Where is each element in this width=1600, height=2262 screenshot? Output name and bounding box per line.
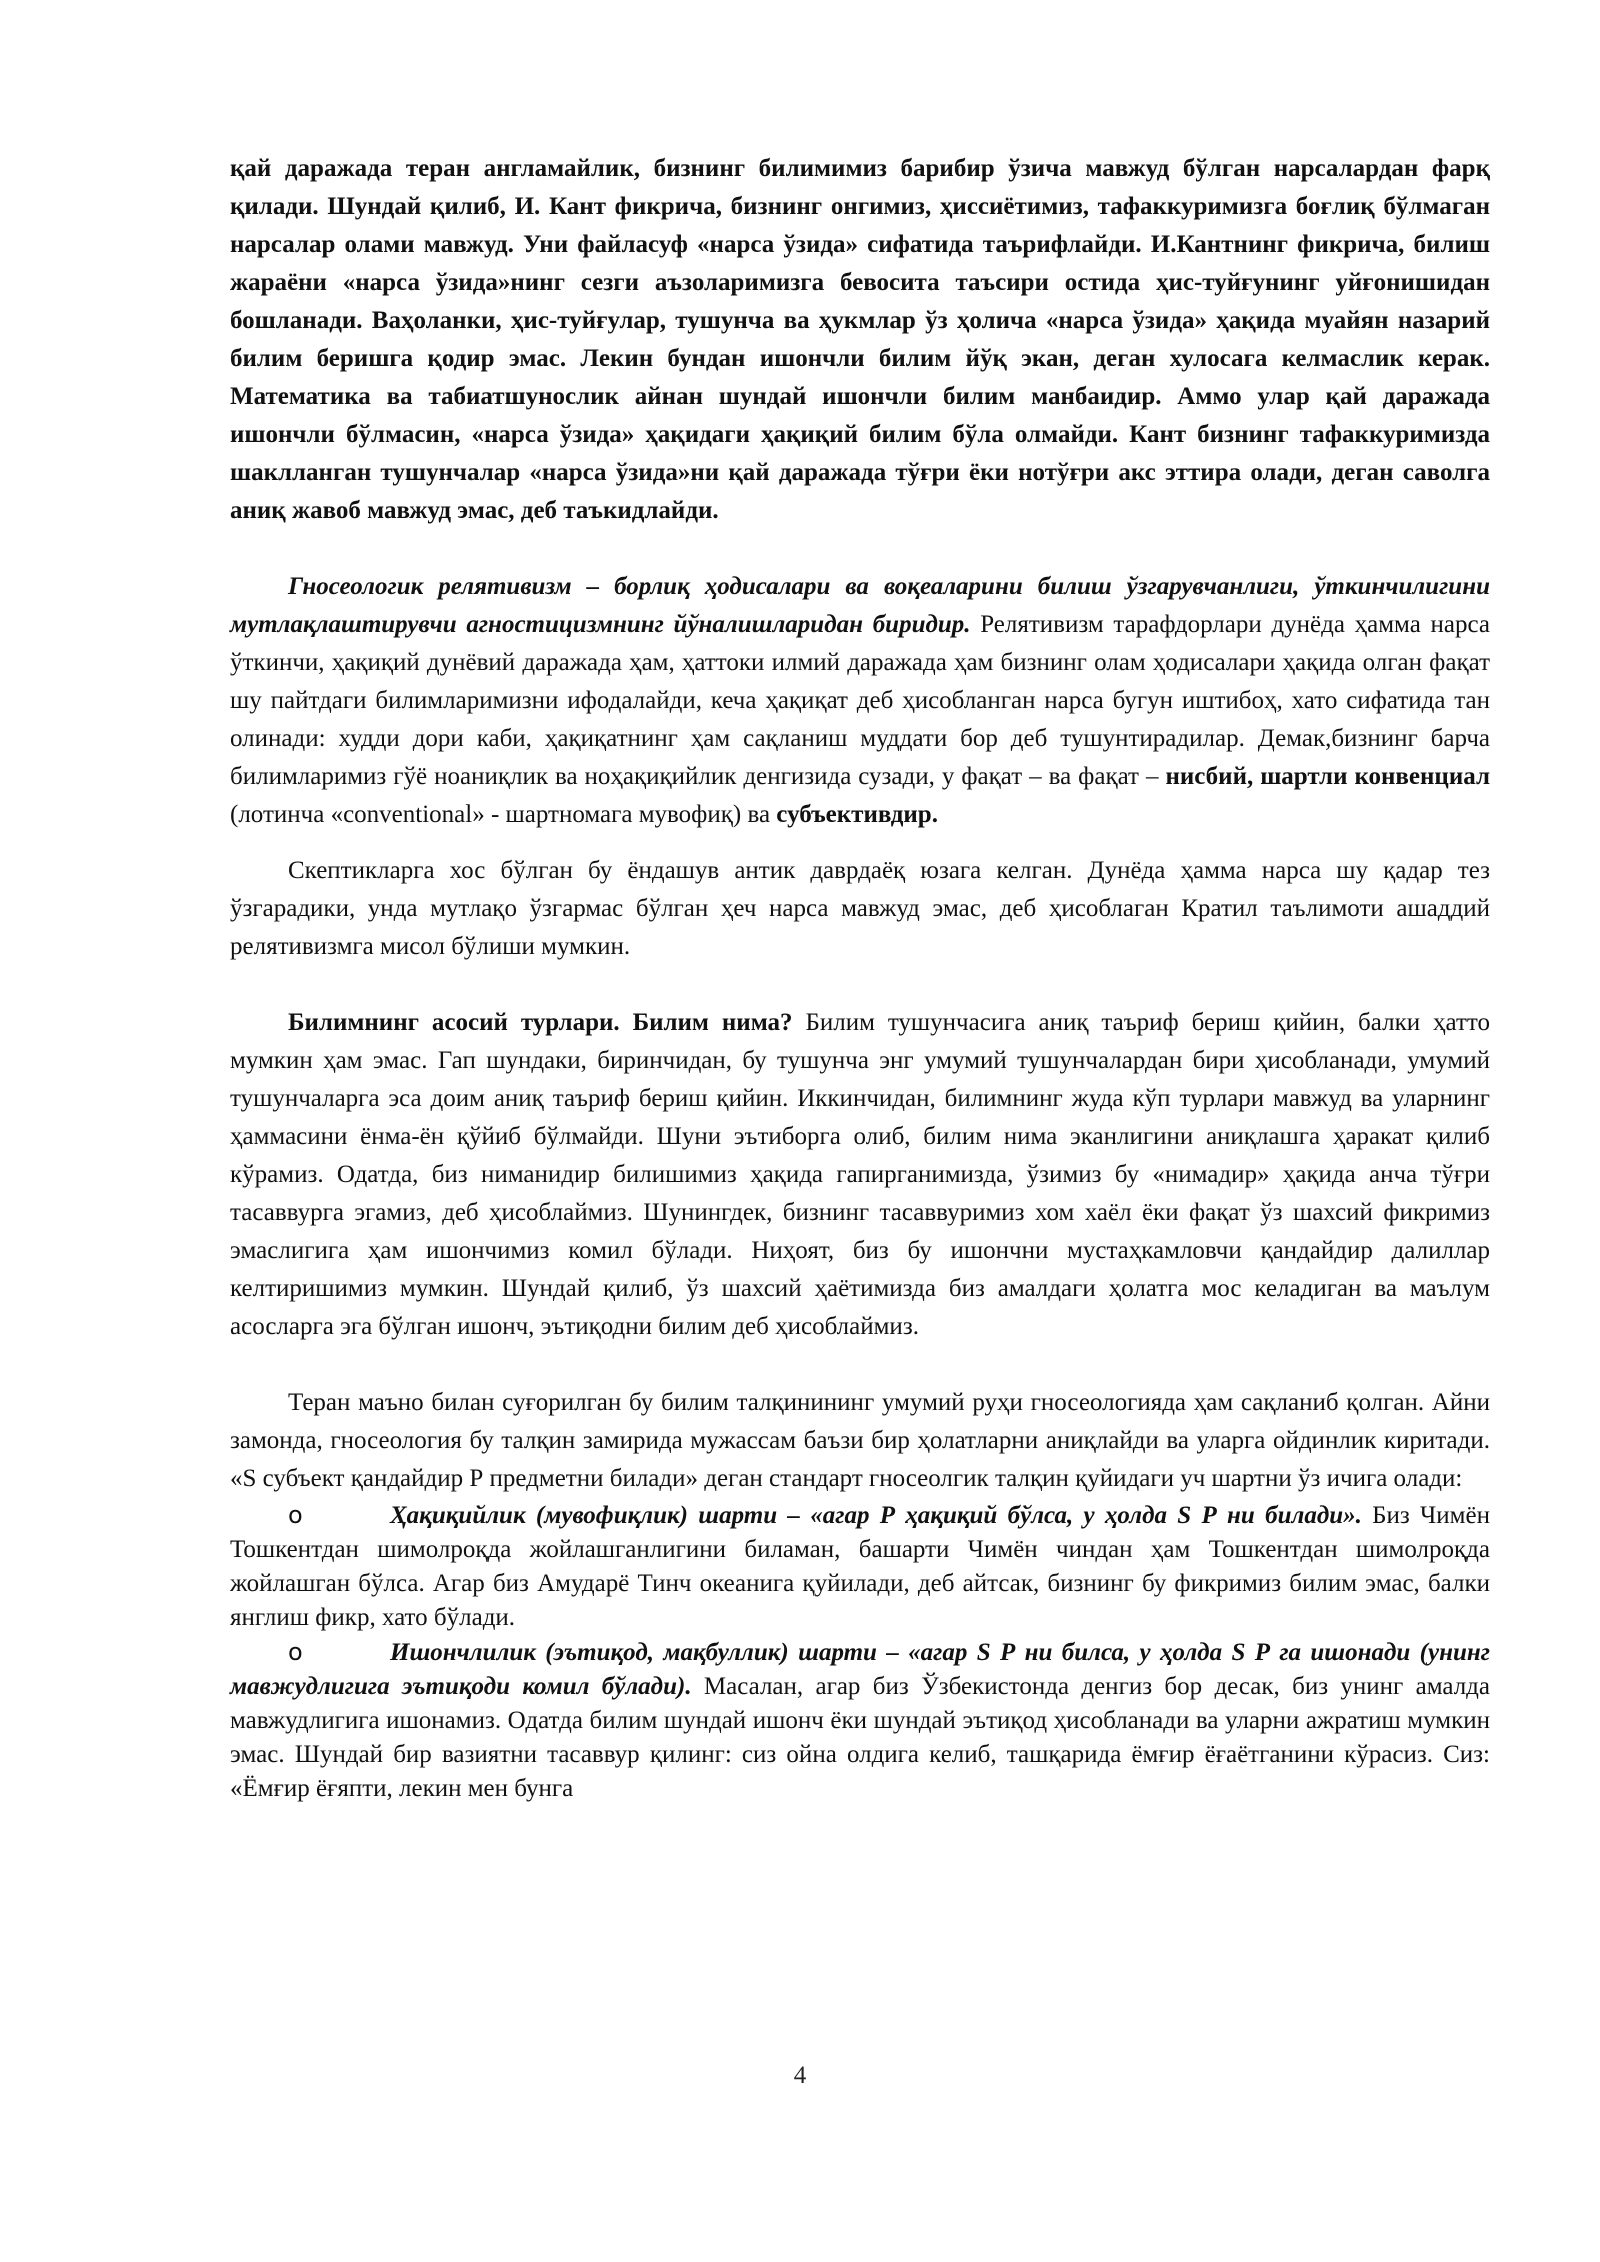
truth-condition-body: Биз Чимён Тошкентдан шимолроқда жойлашганлигини биламан, башарти Чимён чиндан ҳам Тошкентдан шимолроқда жойлашган бўлса. Агар биз Амударё Тинч океанига қуйилади, деб айтсак, бизнинг бу фикримиз билим эмас, балки янглиш фикр, хато бўлади. [230,1502,1490,1631]
paragraph-skeptics-text: Скептикларга хос бўлган бу ёндашув антик даврдаёқ юзага келган. Дунёда ҳамма нарса шу қадар тез ўзгарадики, унда мутлақо ўзгармас бўлган ҳеч нарса мавжуд эмас, деб ҳисоблаган Кратил таълимоти ашаддий релятивизмга мисол бўлиши мумкин. [230,857,1490,960]
paragraph-kant-text: қай даражада теран англамайлик, бизнинг билимимиз барибир ўзича мавжуд бўлган нарсалардан фарқ қилади. Шундай қилиб, И. Кант фикрича, бизнинг онгимиз, ҳиссиётимиз, тафаккуримизга боғлиқ бўлмаган нарсалар олами мавжуд. Уни файласуф «нарса ўзида» сифатида таърифлайди. И.Кантнинг фикрича, билиш жараёни «нарса ўзида»нинг сезги аъзоларимизга бевосита таъсири остида ҳис-туйғунинг уйғонишидан бошланади. Вaҳоланки, ҳис-туйғулар, тушунча ва ҳукмлар ўз ҳолича «нарса ўзида» ҳақида муайян назарий билим беришга қодир эмас. Лекин бундан ишончли билим йўқ экан, деган хулосага келмаслик керак. Математика ва табиатшунослик айнан шундай ишончли билим манбаидир. Аммо улар қай даражада ишончли бўлмасин, «нарса ўзида» ҳақидаги ҳақиқий билим бўла олмайди. Кант бизнинг тафаккуримизда шаклланган тушунчалар «нарса ўзида»ни қай даражада тўғри ёки нотўғри акс эттира олади, деган саволга аниқ жавоб мавжуд эмас, деб таъкидлайди. [230,155,1490,524]
bullet-icon: o [288,1638,303,1666]
knowledge-types-heading: Билимнинг асосий турлари. Билим нима? [288,1009,793,1036]
belief-condition-title: Ишончлилик (эътиқод, мақбуллик) шарти – «агар S Р ни билса, у ҳолда S Р га ишонади (унинг мавжудлигига эътиқоди комил бўлади). [230,1639,1490,1700]
bullet-icon: o [288,1501,303,1529]
relativism-body: Релятивизм тарафдорлари дунёда ҳамма нарса ўткинчи, ҳақиқий дунёвий даражада ҳам, ҳаттоки илмий даражада ҳам бизнинг олам ҳодисалари ҳақида олган фақат шу пайтдаги билимларимизни ифодалайди, кеча ҳақиқат деб ҳисобланган нарса бугун иштибоҳ, хато сифатида тан олинади: худди дори каби, ҳақиқатнинг ҳам сақланиш муддати бор деб тушунтирадилар. Демак,бизнинг барча билимларимиз гўё ноаниқлик ва ноҳақиқийлик денгизида сузади, у фақат – ва фақат – [230,611,1490,790]
relativism-term-subjective: субъективдир. [776,801,938,828]
paragraph-gnoseology [230,1384,1490,1498]
paragraph-kant [230,150,1490,530]
paragraph-relativism [230,568,1490,834]
paragraph-skeptics [230,852,1490,966]
belief-condition-body: Масалан, агар биз Ўзбекистонда денгиз бор десак, биз унинг амалда мавжудлигига ишонамиз. Одатда билим шундай ишонч ёки шундай эътиқод ҳисобланади ва уларни ажратиш мумкин эмас. Шундай бир вазиятни тасаввур қилинг: сиз ойна олдига келиб, ташқарида ёмғир ёғаётганини кўрасиз. Сиз: «Ёмғир ёғяпти, лекин мен бунга [230,1673,1490,1802]
paragraph-knowledge-types [230,1004,1490,1346]
knowledge-types-body: Билим тушунчасига аниқ таъриф бериш қийин, балки ҳатто мумкин ҳам эмас. Гап шундаки, биринчидан, бу тушунча энг умумий тушунчалардан бири ҳисобланади, умумий тушунчаларга эса доим аниқ таъриф бериш қийин. Иккинчидан, билимнинг жуда кўп турлари мавжуд ва уларнинг ҳаммасини ёнма-ён қўйиб бўлмайди. Шуни эътиборга олиб, билим нима эканлигини аниқлашга ҳаракат қилиб кўрамиз. Одатда, биз ниманидир билишимиз ҳақида гапирганимизда, ўзимиз бу «нимадир» ҳақида анча тўғри тасаввурга эгамиз, деб ҳисоблаймиз. Шунингдек, бизнинг тасаввуримиз хом хаёл ёки фақат ўз шахсий фикримиз эмаслигига ҳам ишончимиз комил бўлади. Ниҳоят, биз бу ишончни мустаҳкамловчи қандайдир далиллар келтиришимиз мумкин. Шундай қилиб, ўз шахсий ҳаётимизда биз амалдаги ҳолатга мос келадиган ва маълум асосларга эга бўлган ишонч, эътиқодни билим деб ҳисоблаймиз. [230,1009,1490,1340]
document-page [230,150,1490,1806]
list-item-belief-condition [230,1635,1490,1806]
relativism-definition: Гносеологик релятивизм – борлиқ ҳодисалари ва воқеаларини билиш ўзгарувчанлиги, ўткинчилигини мутлақлаштирувчи агностицизмнинг йўналишларидан биридир. [230,573,1490,638]
page-number: 4 [793,2062,807,2089]
relativism-term-conventional: нисбий, шартли конвенциал [1165,763,1490,790]
paragraph-gnoseology-text: Теран маъно билан суғорилган бу билим талқинининг умумий руҳи гносеологияда ҳам сақланиб қолган. Айни замонда, гносеология бу талқин замирида мужассам баъзи бир ҳолатларни аниқлайди ва уларга ойдинлик киритади. «S субъект қандайдир Р предметни билади» деган стандарт гносеолгик талқин қуйидаги уч шартни ўз ичига олади: [230,1389,1490,1492]
list-item-truth-condition [230,1498,1490,1635]
truth-condition-title: Ҳақиқийлик (мувофиқлик) шарти – «агар Р ҳақиқий бўлса, у ҳолда S Р ни билади». [390,1502,1362,1529]
relativism-middle: (лотинча «conventional» - шартномага мувофиқ) ва [230,801,777,828]
